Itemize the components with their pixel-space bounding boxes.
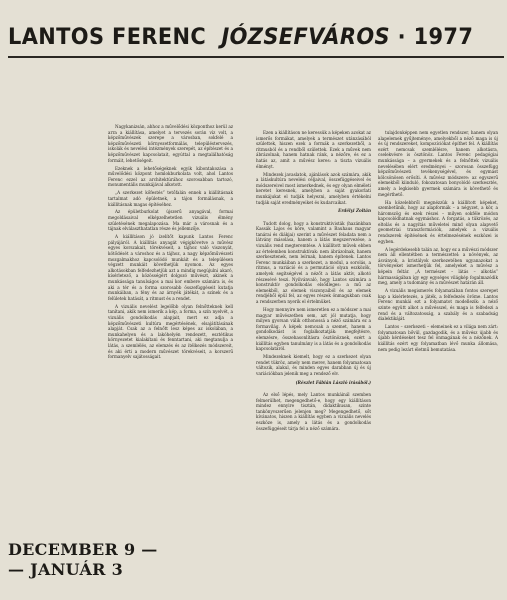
artist-name: LANTOS FERENC [8,24,207,50]
body-paragraph: Ha közelebbről megnézzük a kiállított képeket, szembetűnik, hogy az alapformák – a négyzet, a kör, a háromszög és ezek részei – milyen sokféle módon kapcsolódhatnak egymáshoz. A forgatás, a tükrözés, az eltolás és a nagyítás műveletei mind olyan alapvető geometriai transzformációk, amelyek a vizuális rendszerek építésének és értelmezésének eszközei is egyben. [378,199,498,244]
date-start: DECEMBER 9 — [8,540,158,559]
body-paragraph: tulajdonképpen nem egyetlen rendszer, hanem olyan alapelemek gyűjteménye, amelyekből a néző maga is új és új rendszereket, kompozíciókat építhet fel. A kiállítás ezért nemcsak szemlélésre, hanem alkotásra, cselekvésre is ösztönöz. Lantos Ferenc pedagógiai munkássága – a gyermekek és a felnőttek vizuális nevelésében elért eredményei – szorosan összefügg képzőművészeti tevékenységével, és egymást kölcsönösen erősíti. A művész módszere: az egyszerű elemekből kiinduló, fokozatosan bonyolódó szerkesztés, amely a legkisebb gyermek számára is követhető és megérthető. [378,130,498,197]
exhibition-year: 1977 [413,24,474,50]
column-2-essay [256,221,371,377]
body-paragraph: Mindezek javaslatok, ajánlások azok számára, akik a látáskultúra nevelési céljaival, összefüggéseivel és módszereivel most ismerkednek, és egy olyan elméleti keretet keresnek, amelyben a saját gyakorlati munkájukat el tudják helyezni, amelyben értékelni tudják saját eredményeiket és kudarcaikat. [256,171,371,205]
body-paragraph: Az első lépés, mely Lantos munkáinál szemben felmerülhet, megengedhető-e, hogy egy kiállításon mindez ennyire tisztán, didaktikusan, szinte tankönyvszerűen jelenjen meg? Megengedhető, sőt kívánatos, hiszen a kiállítás egyben a vizuális nevelés eszköze is, amely a látás és a gondolkodás összefüggéseit tárja fel a néző számára. [256,392,371,431]
body-paragraph: A legérdekesebb talán az, hogy ez a művészi módszer nem áll ellentétben a természettel: a növények, az ásványok, a kristályok szerkezetében ugyanazokat a törvényeket ismerhetjük fel, amelyeket a művész a képein feltár. „A természet – látás – alkotás” hármasságában így egy egységes világkép fogalmazódik meg, amely a tudomány és a művészet határán áll. [378,246,498,286]
body-paragraph: Hogy mennyire nem ismeretlen ez a módszer a mai magyar művészetben sem, azt jól mutatja, hogy milyen gyorsan válik otthonossá a néző számára ez a formavilág. A képek nemcsak a szemet, hanem a gondolkodást is foglalkoztatják: megfejtésre, elemzésre, összehasonlításra ösztönöznek, ezért a kiállítás egyben tanulmány is a látás és a gondolkodás kapcsolatáról. [256,307,371,352]
body-paragraph: A kiállításon jó ízelítőt kapunk Lantos Ferenc pályájáról. A kiállítás anyagát végigkövetve a művész egyes korszakait, törekvéseit, a tájhoz való viszonyát, kötődését a városhoz és a tájhoz, a nagy képzőművészeti mozgalmakhoz kapcsolódó munkáit és a településen végzett munkáit követhetjük nyomon. Az egyes alkotásokban felfedezhetjük azt a mindig megújulni akaró, kísérletező, a közösségért dolgozó művészt, akinek a munkássága tanulságos a mai kor embere számára is, és aki a tér és a forma szorosabb összefüggéseit kutatja munkáiban, a fény és az árnyék játékát, a színek és a felületek hatását, a ritmust és a rendet. [108,234,233,301]
column-2-final [256,392,371,431]
page-title [8,24,474,50]
body-paragraph: Tudott dolog, hogy a konstruktivisták (hazánkban Kassák Lajos és köre, valamint a Bauhaus magyar tanárai és diákjai) szerint a művészet feladata nem a látvány másolása, hanem a látás megszervezése, a vizuális rend megteremtése. A kiállított művek ebben az értelemben konstruktívak: nem ábrázolnak, hanem szerkesztenek, nem leírnak, hanem építenek. Lantos Ferenc munkáiban a szerkezet, a modul, a sorolás, a ritmus, a variáció és a permutáció olyan eszközök, amelyek segítségével a nézőt a látás aktív, alkotó részesévé teszi. Nyilvánvaló, hogy Lantos számára a konstruktív gondolkodás elsődleges: a mű az elemekből, az elemek viszonyaiból és az elemek rendjéből épül fel, az egyes részek önmagukban csak a rendszerben nyerik el értelmüket. [256,220,371,305]
body-paragraph: Az épületburkolat újszerű anyagával, formai megoldásaival elképzelhetetlen vizuális élmény születésének megalapozása. Ma már a városnak és a tájnak elválaszthatatlan része és jellemzője. [108,209,233,232]
body-paragraph: Ezen a kiállításon ne keressük a képeken azokat az ismerős formákat, amelyek a természet utánzásából születtek, hiszen ezek a formák a szerkezetből, a ritmusból és a rendből születtek. Ezek a művek nem ábrázolnak, hanem hatnak ránk, a nézőre, és ez a hatás az, amit a művész keres: a tiszta vizuális élményt. [256,130,371,169]
text-column-3 [378,130,498,352]
column-2-intro [256,130,371,205]
exhibition-place: JÓZSEFVÁROS [221,24,390,50]
body-paragraph: „A szerkezet kőfestés” tetőfalán ennek a kiállításnak tartalmat adó épületnek, a tájon formálásnak, a kiállításnak magas építéséhez. [108,190,233,207]
exhibition-dates [8,540,158,580]
body-paragraph: Lantos – szerkezeti – elemeinek ez a világa nem zárt: folyamatosan bővül, gazdagodik, és a művész újabb és újabb kérdéseket tesz fel önmagának és a nézőnek. A kiállítás ezért egy folyamatban lévő munka állomása, nem pedig lezárt életmű bemutatása. [378,324,498,352]
signature-fabian: (Részlet Fábián László írásából.) [295,379,371,385]
date-end: — JANUÁR 3 [8,560,124,579]
top-rule [8,56,504,58]
text-column-2 [256,130,371,431]
body-paragraph: Nagykanizsán, ahhoz a művelődési központhoz kerül az arra a kiállítása, amelyet a tervezés során víz volt, a képzőművészek szerepe a városban, sokfelé a képzőművészeti környezetformálás, településtervezés, iskolák és nevelési intézmények szerepét, az építészet és a képzőművészet kapcsolatait, egyúttal a megtalálhatóság formáit, lehetőségeit. [108,124,233,163]
text-column-1 [108,124,233,360]
body-paragraph: A vizuális nevelést legelőbb olyan felnőtteknek kell tanítani, akik nem ismerik a kép, a forma, a szín nyelvét, a vizuális gondolkodás alapjait, mert ez adja a képzőművészeti kultúra megértésének, elsajátításának alapját. Csak az a felnőtt lesz képes az iskolában, a munkahelyen és a lakóhelyén rendezett, esztétikus környezetet kialakítani és fenntartani, aki megtanulja a látás, a szemlélés, az elemzés és az ítélkezés módszereit, és aki érti a modern művészet törekvéseit, a korszerű formanyelv sajátosságait. [108,303,233,360]
title-separator: · [389,24,414,50]
body-paragraph: Ezeknek a lehetőségeknek egyik kibontakozása a művelődési központ homlokburkolata volt, ahol Lantos Ferenc ezzel az architektúrához szorosabban tartozó, monumentális munkájával alkotott. [108,165,233,188]
body-paragraph: Mindezeknek kiemelt, hogy ez a szerkezet olyan rendet tükröz, amely nem merev, hanem folyamatosan változik, alakul, és minden egyes darabban új és új variációkban jelenik meg a rendező elv. [256,354,371,376]
body-paragraph: A vizuális megismerés folyamatában fontos szerepet kap a kísérletezés, a játék, a felfedezés öröme. Lantos Ferenc munkái ezt a folyamatot modellezik: a néző szinte együtt alkot a művésszel, és maga is felfedezi a rend és a változatosság, a szabály és a szabadság dialektikáját. [378,288,498,322]
signature-erdelyi: Erdélyi Zoltán [338,208,371,214]
